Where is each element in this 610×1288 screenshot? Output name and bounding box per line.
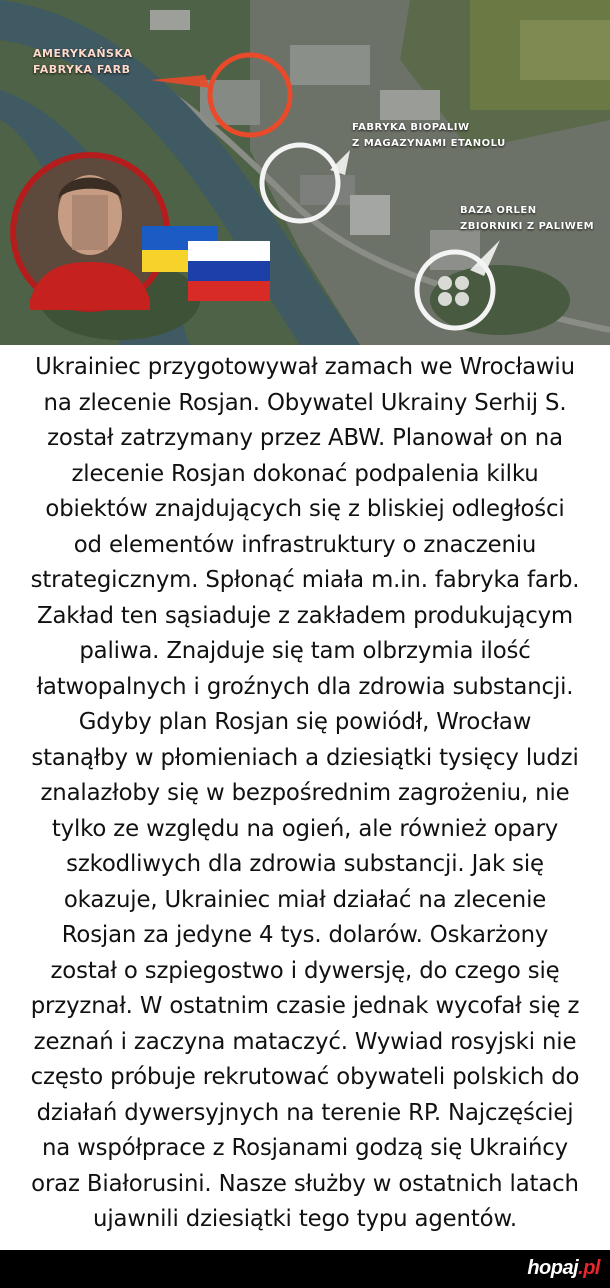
- orlen-base-label: [460, 203, 594, 235]
- article-line: na zlecenie Rosjan. Obywatel Ukrainy Serhij S.: [43, 389, 567, 416]
- russia-flag: [188, 241, 270, 301]
- article-line: zlecenie Rosjan dokonać podpalenia kilku: [71, 460, 539, 487]
- biofuel-label-line1: FABRYKA BIOPALIW: [352, 122, 470, 133]
- paint-factory-label-line2: FABRYKA FARB: [33, 63, 131, 76]
- article-line: przyznał. W ostatnim czasie jednak wycofał się z: [30, 993, 580, 1019]
- satellite-map-image: [0, 0, 610, 345]
- article-text: [0, 350, 610, 1238]
- article-line: został o szpiegostwo i dywersję, do czego się: [50, 957, 560, 984]
- orlen-label-line2: ZBIORNIKI Z PALIWEM: [460, 221, 595, 232]
- site-logo[interactable]: [527, 1257, 600, 1280]
- article-line: działań dywersyjnych na terenie RP. Najczęściej: [36, 1099, 574, 1126]
- article-line: został zatrzymany przez ABW. Planował on na: [47, 425, 563, 451]
- brand-name: hopaj: [527, 1257, 579, 1279]
- blurred-face: [72, 195, 108, 250]
- article-line: Ukrainiec przygotowywał zamach we Wrocławiu: [35, 354, 575, 380]
- article-line: stanąłby w płomieniach a dziesiątki tysięcy ludzi: [31, 744, 579, 771]
- biofuel-label-line2: Z MAGAZYNAMI ETANOLU: [352, 138, 506, 149]
- article-line: szkodliwych dla zdrowia substancji. Jak się: [66, 851, 544, 877]
- biofuel-factory-label: [352, 120, 506, 152]
- orlen-label-line1: BAZA ORLEN: [460, 205, 537, 216]
- article-line: ujawnili dziesiątki tego typu agentów.: [93, 1206, 517, 1232]
- article-line: oraz Białorusini. Nasze służby w ostatnich latach: [31, 1170, 579, 1197]
- article-line: od elementów infrastruktury o znaczeniu: [73, 531, 537, 558]
- brand-domain: .pl: [578, 1257, 600, 1279]
- article-line: często próbuje rekrutować obywateli polskich do: [30, 1064, 580, 1090]
- article-line: okazuje, Ukrainiec miał działać na zlecenie: [63, 886, 547, 913]
- article-line: tylko ze względu na ogień, ale również opary: [51, 815, 559, 842]
- footer-bar: [0, 1250, 610, 1288]
- article-line: paliwa. Znajduje się tam olbrzymia ilość: [79, 638, 531, 664]
- article-line: znalazłoby się w bezpośrednim zagrożeniu, nie: [40, 780, 570, 806]
- paint-factory-label: [33, 46, 133, 78]
- article-line: obiektów znajdujących się z bliskiej odległości: [45, 496, 565, 522]
- article-line: Rosjan za jedyne 4 tys. dolarów. Oskarżony: [61, 922, 549, 948]
- article-line: Gdyby plan Rosjan się powiódł, Wrocław: [78, 709, 532, 735]
- article-line: strategicznym. Spłonąć miała m.in. fabryka farb.: [30, 567, 580, 593]
- article-line: Zakład ten sąsiaduje z zakładem produkującym: [36, 602, 573, 629]
- article-line: na współprace z Rosjanami godzą się Ukraińcy: [41, 1135, 569, 1161]
- article-line: zeznań i zaczyna mataczyć. Wywiad rosyjski nie: [33, 1028, 577, 1055]
- article-line: łatwopalnych i groźnych dla zdrowia substancji.: [36, 673, 574, 700]
- paint-factory-label-line1: AMERYKAŃSKA: [33, 47, 133, 60]
